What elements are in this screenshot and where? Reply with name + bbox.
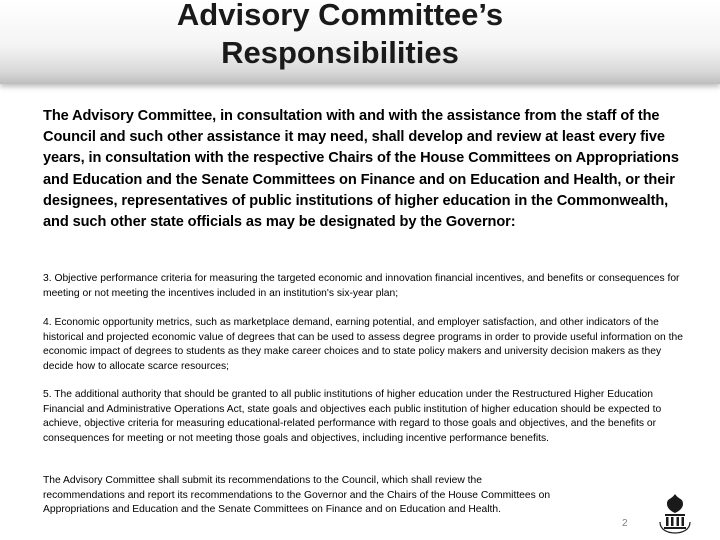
list-item-4: 4. Economic opportunity metrics, such as marketplace demand, earning potential, and employer satisfaction, and other indicators of the historical and projected economic value of degrees that can be used to assess degree programs in order to provide useful information on the economic impact of degrees to students as they make career choices and to state policy makers and university decision makers as they decide how to allocate scarce resources; xyxy=(43,317,683,372)
list-item-3: 3. Objective performance criteria for measuring the targeted economic and innovation financial incentives, and benefits or consequences for meeting or not meeting the incentives included in an institution's six-year plan; xyxy=(43,273,680,299)
page-number: 2 xyxy=(622,518,628,529)
closing-paragraph: The Advisory Committee shall submit its recommendations to the Council, which shall review the recommendations and report its recommendations to the Governor and the Chairs of the House Committees on Appropriations and Education and the Senate Committees on Finance and on Education and Health. xyxy=(43,475,551,516)
list-item-5: 5. The additional authority that should be granted to all public institutions of higher education under the Restructured Higher Education Financial and Administrative Operations Act, state goals and objectives each public institution of higher education should be expected to achieve, objective criteria for measuring educational-related performance with regard to those goals and objectives, and the benefits or consequences for meeting or not meeting those goals and objectives, including incentive performance benefits. xyxy=(43,389,662,444)
lead-paragraph: The Advisory Committee, in consultation with and with the assistance from the staff of the Council and such other assistance it may need, shall develop and review at least every five years, in consultation with the respective Chairs of the House Committees on Appropriations and Education and the Senate Committees on Finance and on Education and Health, or their designees, representatives of public institutions of higher education in the Commonwealth, and such other state officials as may be designated by the Governor: xyxy=(43,108,679,231)
slide-title: Advisory Committee’s Responsibilities xyxy=(176,0,504,70)
schev-seal-icon xyxy=(656,492,694,534)
